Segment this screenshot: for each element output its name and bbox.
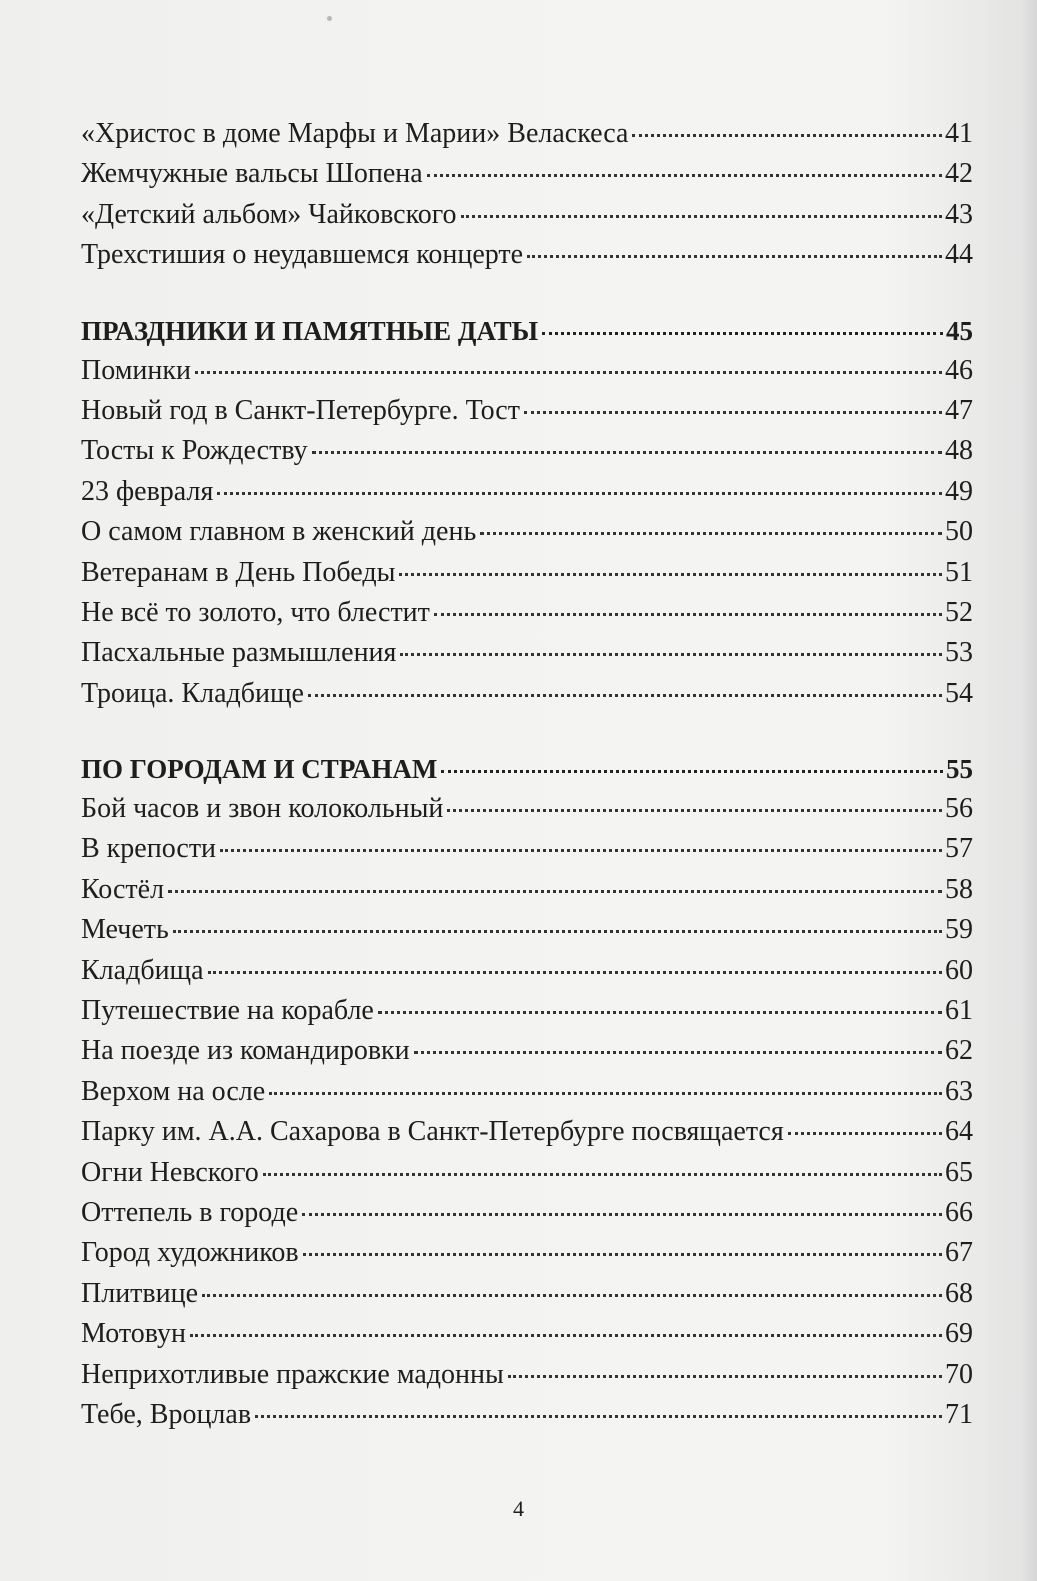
toc-entry-page: 60	[945, 954, 973, 986]
toc-entry-title: Оттепель в городе	[81, 1196, 299, 1228]
toc-entry	[81, 593, 973, 633]
toc-entry-page: 47	[945, 394, 973, 426]
toc-entry-title: Парку им. А.А. Сахарова в Санкт-Петербурге посвящается	[81, 1116, 784, 1148]
dot-leader	[400, 653, 942, 656]
toc-entry-title: О самом главном в женский день	[81, 516, 477, 548]
toc-entry	[81, 829, 973, 869]
toc-entry	[81, 154, 973, 194]
toc-entry-title: На поезде из командировки	[81, 1035, 410, 1067]
dot-leader	[168, 890, 942, 893]
toc-entry-page: 46	[945, 354, 973, 386]
toc-entry-page: 44	[945, 239, 973, 271]
toc-entry	[81, 195, 973, 235]
toc-entry	[81, 951, 973, 991]
toc-entry-title: Ветеранам в День Победы	[81, 556, 396, 588]
dot-leader	[269, 1092, 942, 1095]
dot-leader	[788, 1132, 942, 1135]
toc-entry-page: 54	[945, 677, 973, 709]
toc-entry-page: 69	[945, 1318, 973, 1350]
toc-entry	[81, 870, 973, 910]
spine-shadow	[1003, 0, 1037, 1581]
toc-entry-title: Трехстишия о неудавшемся концерте	[81, 239, 524, 271]
dot-leader	[173, 930, 942, 933]
toc-entry-title: В крепости	[81, 833, 217, 865]
toc-entry-title: «Христос в доме Марфы и Марии» Веласкеса	[81, 118, 629, 149]
toc-entry-title: Тосты к Рождеству	[81, 435, 308, 467]
toc-entry-title: Не всё то золото, что блестит	[81, 596, 430, 628]
dot-leader	[414, 1051, 942, 1054]
dot-leader	[302, 1213, 942, 1216]
dot-leader	[303, 1253, 942, 1256]
toc-entry-page: 71	[945, 1398, 973, 1430]
toc-entry-title: Мечеть	[81, 914, 169, 946]
toc-entry	[81, 431, 973, 471]
table-of-contents	[81, 114, 973, 1435]
toc-entry-page: 48	[945, 435, 973, 467]
dot-leader	[263, 1173, 942, 1176]
toc-entry-page: 49	[945, 475, 973, 507]
dot-leader	[524, 411, 942, 414]
toc-entry	[81, 391, 973, 431]
toc-entry	[81, 1153, 973, 1193]
toc-entry	[81, 633, 973, 673]
dot-leader	[508, 1375, 942, 1378]
toc-entry	[81, 991, 973, 1031]
toc-entry-page: 70	[945, 1358, 973, 1390]
toc-entry	[81, 1193, 973, 1233]
toc-entry	[81, 1072, 973, 1112]
toc-entry-page: 64	[945, 1116, 973, 1148]
toc-entry-title: Город художников	[81, 1237, 299, 1269]
section-heading-page: 45	[946, 315, 973, 346]
dot-leader	[308, 694, 942, 697]
dot-leader	[434, 613, 942, 616]
toc-entry-page: 59	[945, 914, 973, 946]
toc-entry	[81, 1314, 973, 1354]
section-heading	[81, 311, 973, 351]
toc-entry	[81, 789, 973, 829]
toc-entry-page: 50	[945, 516, 973, 548]
toc-entry-page: 61	[945, 995, 973, 1027]
toc-entry-title: 23 февраля	[81, 475, 214, 507]
dot-leader	[378, 1011, 942, 1014]
toc-entry-title: Неприхотливые пражские мадонны	[81, 1358, 504, 1390]
toc-entry-page: 56	[945, 793, 973, 825]
toc-entry-title: Верхом на осле	[81, 1075, 266, 1107]
toc-entry-title: Тебе, Вроцлав	[81, 1398, 252, 1430]
toc-entry-page: 57	[945, 833, 973, 865]
dot-leader	[312, 451, 942, 454]
toc-entry-page: 58	[945, 873, 973, 905]
toc-entry-title: Поминки	[81, 354, 191, 386]
dot-leader	[208, 971, 942, 974]
toc-entry	[81, 674, 973, 714]
section-spacer	[81, 276, 973, 311]
toc-entry	[81, 1112, 973, 1152]
section-heading-title: ПО ГОРОДАМ И СТРАНАМ	[81, 754, 438, 785]
dot-leader	[202, 1294, 942, 1297]
toc-entry-page: 41	[945, 118, 973, 149]
dot-leader	[217, 492, 942, 495]
dot-leader	[427, 174, 942, 177]
toc-entry	[81, 235, 973, 275]
dot-leader	[480, 532, 942, 535]
section-heading-title: ПРАЗДНИКИ И ПАМЯТНЫЕ ДАТЫ	[81, 315, 539, 346]
toc-entry-page: 67	[945, 1237, 973, 1269]
dot-leader	[632, 134, 942, 137]
section-spacer	[81, 714, 973, 749]
toc-entry-page: 63	[945, 1075, 973, 1107]
toc-entry-title: Бой часов и звон колокольный	[81, 793, 444, 825]
toc-entry-page: 66	[945, 1196, 973, 1228]
dot-leader	[220, 849, 942, 852]
toc-entry-title: Кладбища	[81, 954, 204, 986]
toc-entry-page: 53	[945, 637, 973, 669]
toc-entry-page: 62	[945, 1035, 973, 1067]
toc-entry	[81, 1355, 973, 1395]
toc-entry-title: Костёл	[81, 873, 165, 905]
toc-entry	[81, 351, 973, 391]
section-heading-page: 55	[946, 754, 973, 785]
toc-entry-title: Пасхальные размышления	[81, 637, 397, 669]
dot-leader	[441, 770, 943, 773]
section-heading	[81, 749, 973, 789]
dot-leader	[195, 371, 942, 374]
toc-entry	[81, 1031, 973, 1071]
dust-speck	[327, 16, 332, 21]
page-number: 4	[513, 1496, 524, 1521]
dot-leader	[461, 215, 942, 218]
toc-entry	[81, 553, 973, 593]
dot-leader	[527, 255, 942, 258]
toc-entry-page: 65	[945, 1156, 973, 1188]
toc-entry-title: Путешествие на корабле	[81, 995, 374, 1027]
toc-entry-page: 68	[945, 1277, 973, 1309]
toc-entry	[81, 512, 973, 552]
toc-entry	[81, 910, 973, 950]
toc-entry	[81, 1233, 973, 1273]
toc-entry-title: Мотовун	[81, 1318, 186, 1350]
dot-leader	[447, 809, 942, 812]
toc-entry-title: Троица. Кладбище	[81, 677, 304, 709]
toc-entry	[81, 472, 973, 512]
toc-entry-title: Жемчужные вальсы Шопена	[81, 158, 423, 190]
dot-leader	[190, 1334, 942, 1337]
toc-entry-page: 52	[945, 596, 973, 628]
dot-leader	[255, 1415, 942, 1418]
toc-entry-title: «Детский альбом» Чайковского	[81, 198, 457, 230]
toc-entry-title: Новый год в Санкт-Петербурге. Тост	[81, 394, 520, 426]
dot-leader	[399, 573, 942, 576]
toc-entry-title: Огни Невского	[81, 1156, 259, 1188]
toc-entry	[81, 114, 973, 154]
toc-entry-page: 43	[945, 198, 973, 230]
dot-leader	[542, 332, 943, 335]
toc-entry-page: 42	[945, 158, 973, 190]
toc-entry-title: Плитвице	[81, 1277, 199, 1309]
toc-entry-page: 51	[945, 556, 973, 588]
toc-entry	[81, 1274, 973, 1314]
toc-entry	[81, 1395, 973, 1435]
